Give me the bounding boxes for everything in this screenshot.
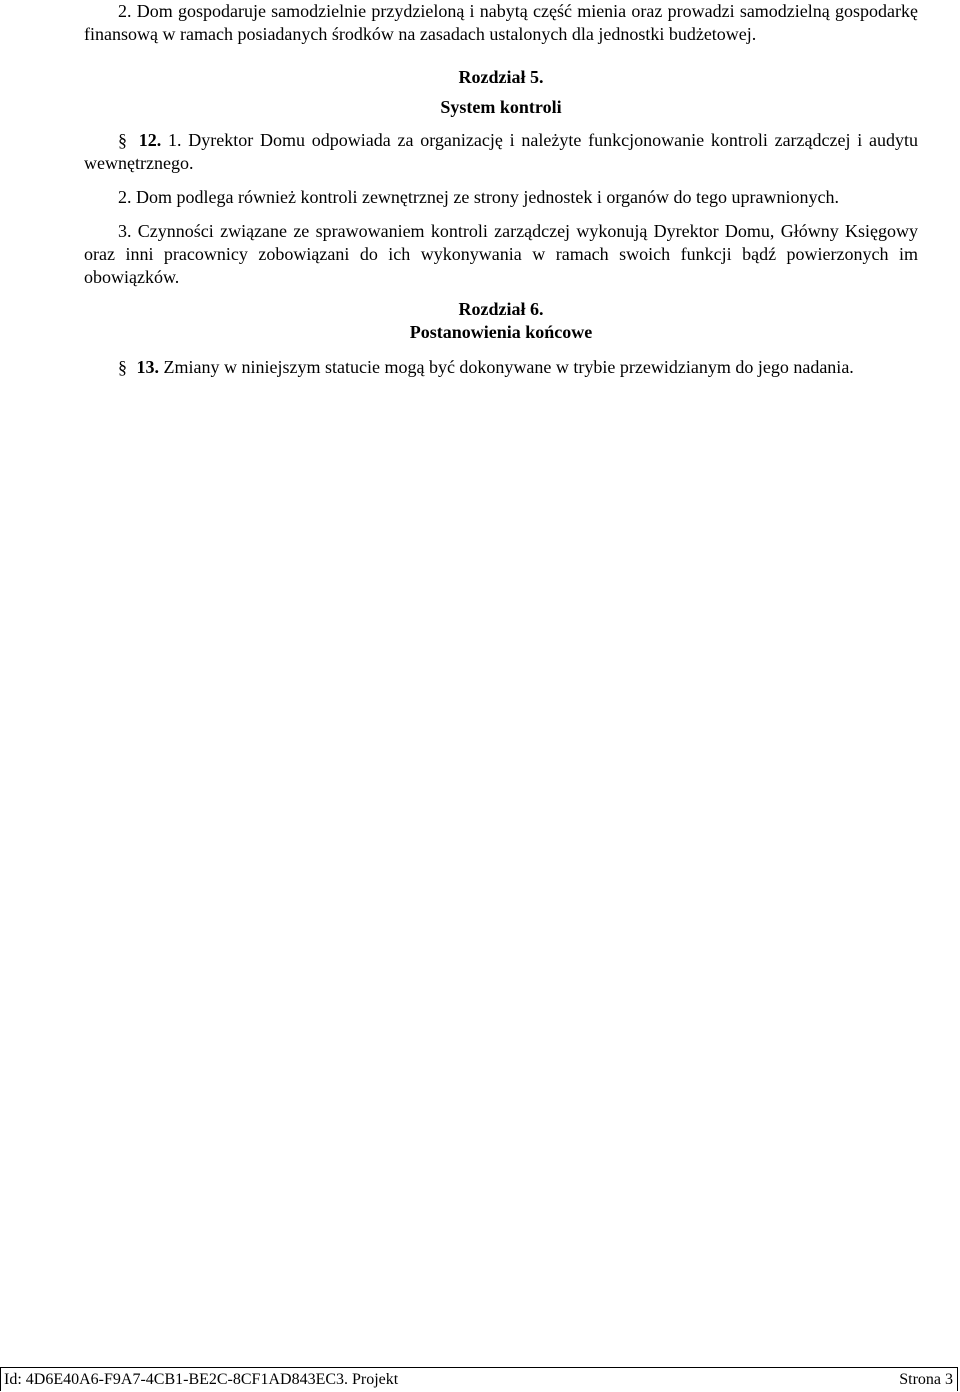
section-13-text: Zmiany w niniejszym statucie mogą być dokonywane w trybie przewidzianym do jego nadania. xyxy=(163,357,854,377)
section-12-paragraph-2: 2. Dom podlega również kontroli zewnętrznej ze strony jednostek i organów do tego uprawnionych. xyxy=(118,187,839,207)
paragraph-2: 2. Dom gospodaruje samodzielnie przydzieloną i nabytą część mienia oraz prowadzi samodzielną gospodarkę finansową w ramach posiadanych środków na zasadach ustalonych dla jednostki budżetowej. xyxy=(84,1,918,44)
chapter-5-subtitle: System kontroli xyxy=(440,97,562,117)
chapter-6-subtitle: Postanowienia końcowe xyxy=(409,322,593,342)
section-12-paragraph-1-text: 1. Dyrektor Domu odpowiada za organizację i należyte funkcjonowanie kontroli zarządczej i audytu wewnętrznego. xyxy=(84,130,919,173)
section-sign-icon: § xyxy=(118,130,127,150)
page-number: Strona 3 xyxy=(899,1371,953,1388)
page-footer xyxy=(0,1367,958,1391)
section-12-number: 12. xyxy=(138,130,162,150)
section-13-number: 13. xyxy=(136,357,159,377)
section-13-paragraph xyxy=(84,356,918,379)
chapter-5-title: Rozdział 5. xyxy=(458,67,544,87)
chapter-6-title: Rozdział 6. xyxy=(458,299,544,319)
document-page xyxy=(84,0,918,379)
section-sign-icon: § xyxy=(118,357,127,377)
section-12-paragraph-3: 3. Czynności związane ze sprawowaniem kontroli zarządczej wykonują Dyrektor Domu, Główny Księgowy oraz inni pracownicy zobowiązani do ich wykonywania w ramach swoich funkcji bądź powierzonych im obowiązków. xyxy=(84,221,918,287)
section-12-paragraph-1 xyxy=(84,129,918,175)
document-id: Id: 4D6E40A6-F9A7-4CB1-BE2C-8CF1AD843EC3. Projekt xyxy=(4,1371,399,1388)
